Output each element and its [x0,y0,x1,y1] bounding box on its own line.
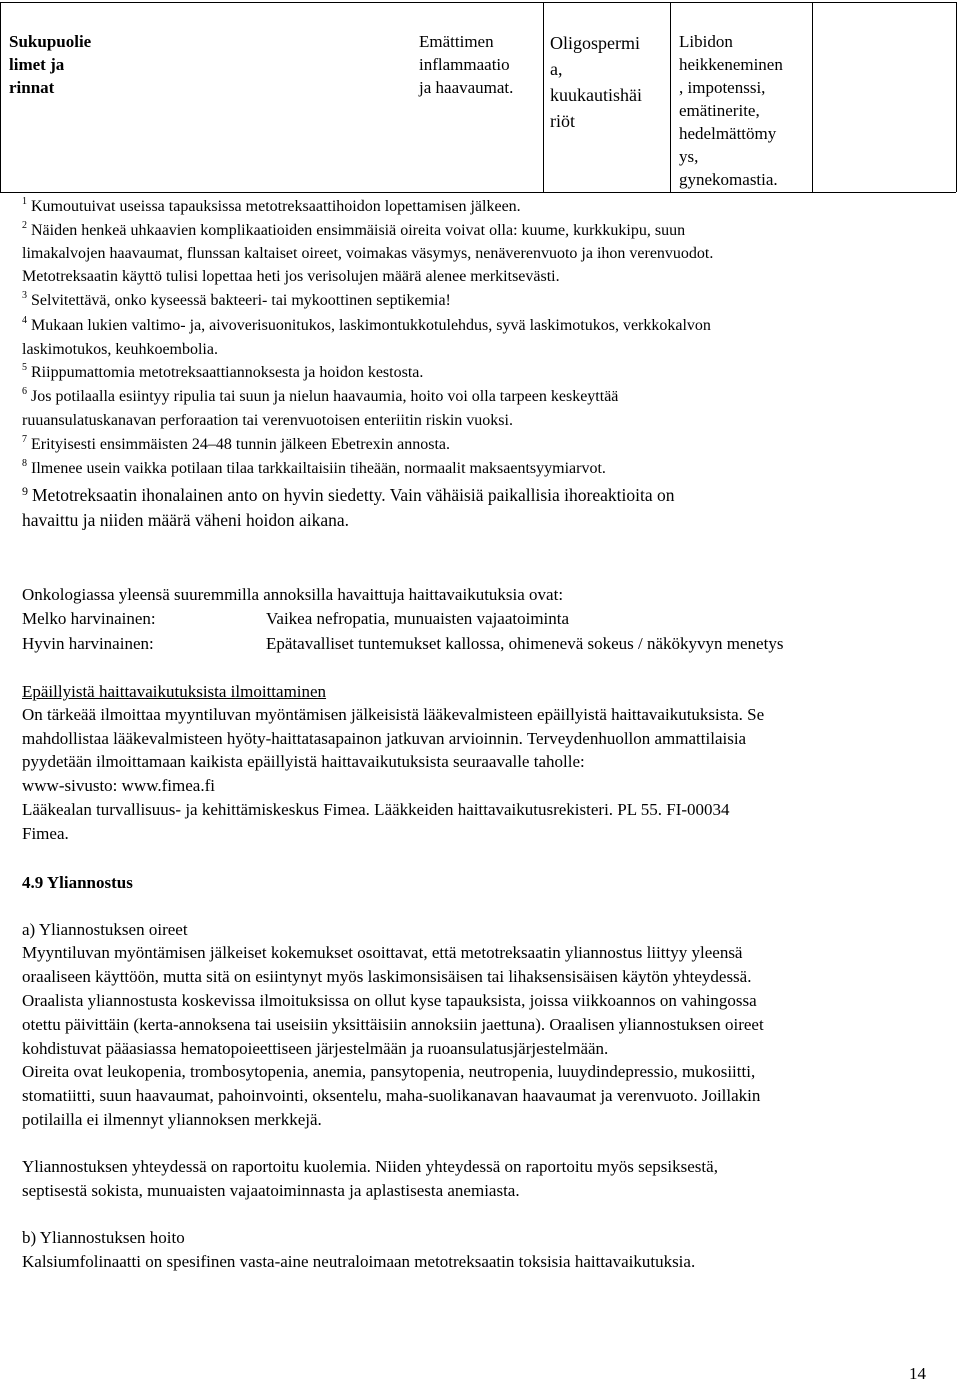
footnote-marker: 9 [22,484,28,498]
oncology-label-uncommon: Melko harvinainen: [22,609,156,628]
cell-line: riöt [550,111,575,131]
footnote-marker: 2 [22,220,27,231]
overdose-death-line: septisestä sokista, munuaisten vajaatoiminnasta ja aplastisesta anemiasta. [22,1181,520,1200]
footnote-text: limakalvojen haavaumat, flunssan kaltaiset oireet, voimakas väsymys, nenäverenvuoto ja ihon verenvuodot. [22,245,714,262]
overdose-b-heading: b) Yliannostuksen hoito [22,1228,185,1247]
overdose-a-line: Oraalista yliannostusta koskevissa ilmoituksissa on ollut kyse tapauksista, joissa viikkoannos on vahingossa [22,991,757,1010]
footnote-text: ruuansulatuskanavan perforaation tai verenvuotoisen enteriitin riskin vuoksi. [22,412,513,429]
footnote-text: Metotreksaatin ihonalainen anto on hyvin siedetty. Vain vähäisiä paikallisia ihoreaktioita on [32,485,675,505]
cell-line: rinnat [9,78,55,97]
footnote-2-line [22,243,713,265]
footnote-text: Näiden henkeä uhkaavien komplikaatioiden ensimmäisiä oireita voivat olla: kuume, kurkkukipu, suun [31,222,686,239]
footnote-9 [22,484,674,508]
reporting-line: Fimea. [22,824,69,843]
overdose-heading: 4.9 Yliannostus [22,873,133,892]
table-cell-organ-class [9,30,91,99]
table-divider [670,2,671,192]
oncology-label-very-rare: Hyvin harvinainen: [22,634,154,653]
cell-line: Sukupuolie [9,32,92,51]
table-cell-col4 [679,30,783,191]
footnote-marker: 6 [22,386,27,397]
overdose-a-line: Myyntiluvan myöntämisen jälkeiset kokemukset osoittavat, että metotreksaatin yliannostus liittyy yleensä [22,943,743,962]
oncology-value-very-rare: Epätavalliset tuntemukset kallossa, ohimenevä sokeus / näkökyvyn menetys [266,634,784,653]
cell-line: Emättimen [419,32,494,51]
reporting-line: mahdollistaa lääkevalmisteen hyöty-haittatasapainon jatkuvan arvioinnin. Terveydenhuollon ammattilaisia [22,729,747,748]
footnote-9-line [22,509,349,531]
overdose-b-line: Kalsiumfolinaatti on spesifinen vasta-aine neutraloimaan metotreksaatin toksisia haittavaikutuksia. [22,1252,696,1271]
footnote-marker: 8 [22,458,27,469]
overdose-a-line: oraaliseen käyttöön, mutta sitä on esiintynyt myös laskimonsisäisen tai lihaksensisäisen käytön yhteydessä. [22,967,752,986]
cell-line: hedelmättömy [679,124,777,143]
footnote-marker: 1 [22,196,27,207]
footnote-5 [22,362,423,386]
footnote-3 [22,290,451,314]
overdose-a-line: kohdistuvat pääasiassa hematopoieettiseen järjestelmään ja ruoansulatusjärjestelmään. [22,1039,609,1058]
footnote-4-line [22,339,218,361]
footnote-text: havaittu ja niiden määrä väheni hoidon aikana. [22,510,350,530]
reporting-line: Lääkealan turvallisuus- ja kehittämiskeskus Fimea. Lääkkeiden haittavaikutusrekisteri. PL 55. FI-00034 [22,800,730,819]
cell-line: kuukautishäi [550,85,642,105]
footnote-2 [22,220,685,244]
cell-line: gynekomastia. [679,170,778,189]
footnote-2-line [22,266,560,288]
cell-line: Libidon [679,32,733,51]
cell-line: ja haavaumat. [419,78,514,97]
reporting-heading: Epäillyistä haittavaikutuksista ilmoittaminen [22,682,327,701]
cell-line: heikkeneminen [679,55,783,74]
reporting-line: On tärkeää ilmoittaa myyntiluvan myöntämisen jälkeisistä lääkevalmisteen epäillyistä haittavaikutuksista. Se [22,705,765,724]
overdose-a-line: potilailla ei ilmennyt yliannoksen merkkejä. [22,1110,322,1129]
footnote-text: Erityisesti ensimmäisten 24–48 tunnin jälkeen Ebetrexin annosta. [31,436,451,453]
overdose-a-heading: a) Yliannostuksen oireet [22,920,188,939]
overdose-a-line: otettu päivittäin (kerta-annoksena tai useisiin yksittäisiin annoksiin jaettuna). Oraalisen yliannostuksen oireet [22,1015,764,1034]
overdose-a-line: Oireita ovat leukopenia, trombosytopenia, anemia, pansytopenia, neutropenia, luuydindepressio, mukosiitti, [22,1062,756,1081]
footnote-text: Mukaan lukien valtimo- ja, aivoverisuonitukos, laskimontukkotulehdus, syvä laskimotukos, verkkokalvon [31,317,711,334]
footnote-text: Kumoutuivat useissa tapauksissa metotreksaattihoidon lopettamisen jälkeen. [31,198,521,215]
footnote-8 [22,458,606,482]
footnote-text: Selvitettävä, onko kyseessä bakteeri- tai mykoottinen septikemia! [31,292,451,309]
footnote-text: Jos potilaalla esiintyy ripulia tai suun ja nielun haavaumia, hoito voi olla tarpeen keskeyttää [31,388,619,405]
footnote-6 [22,386,618,410]
table-cell-col3 [550,30,642,134]
table-divider [812,2,813,192]
footnote-text: Metotreksaatin käyttö tulisi lopettaa heti jos verisolujen määrä alenee merkitsevästi. [22,268,560,285]
cell-line: emätinerite, [679,101,760,120]
reporting-line: www-sivusto: www.fimea.fi [22,776,215,795]
table-divider [543,2,544,192]
page-number: 14 [909,1364,926,1383]
table-border-bottom [0,192,956,193]
cell-line: , impotenssi, [679,78,766,97]
footnote-marker: 3 [22,290,27,301]
footnote-7 [22,434,450,458]
cell-line: a, [550,59,563,79]
footnote-text: laskimotukos, keuhkoembolia. [22,341,218,358]
cell-line: Oligospermi [550,33,640,53]
table-cell-col2 [419,30,513,99]
overdose-a-line: stomatiitti, suun haavaumat, pahoinvointi, oksentelu, maha-suolikanavan haavaumat ja verenvuoto. Joillakin [22,1086,761,1105]
footnote-1 [22,196,521,220]
cell-line: inflammaatio [419,55,510,74]
footnote-text: Riippumattomia metotreksaattiannoksesta ja hoidon kestosta. [31,364,424,381]
footnote-4 [22,315,711,339]
oncology-value-uncommon: Vaikea nefropatia, munuaisten vajaatoiminta [266,609,570,628]
footnote-6-line [22,410,513,432]
footnote-marker: 4 [22,315,27,326]
overdose-death-line: Yliannostuksen yhteydessä on raportoitu kuolemia. Niiden yhteydessä on raportoitu myös sepsiksestä, [22,1157,718,1176]
table-border-left [0,2,1,192]
reporting-line: pyydetään ilmoittamaan kaikista epäillyistä haittavaikutuksista seuraavalle taholle: [22,752,585,771]
footnote-marker: 5 [22,362,27,373]
table-border-right [956,2,957,192]
footnote-text: Ilmenee usein vaikka potilaan tilaa tarkkailtaisiin tiheään, normaalit maksaentsyymiarvot. [31,460,606,477]
oncology-intro: Onkologiassa yleensä suuremmilla annoksilla havaittuja haittavaikutuksia ovat: [22,585,564,604]
cell-line: limet ja [9,55,65,74]
footnote-marker: 7 [22,434,27,445]
cell-line: ys, [679,147,699,166]
